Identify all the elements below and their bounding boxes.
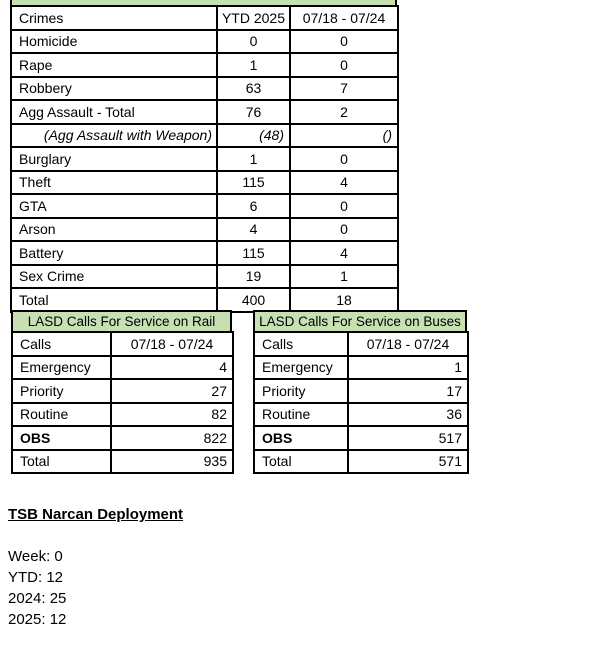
crime-ytd-cell: 115 <box>217 171 290 195</box>
narcan-stats <box>8 546 66 630</box>
crime-label-cell: Homicide <box>11 30 217 54</box>
crime-week-cell: 4 <box>290 171 398 195</box>
crime-label-cell: (Agg Assault with Weapon) <box>11 124 217 148</box>
crime-ytd-cell: 63 <box>217 77 290 101</box>
crime-row <box>11 147 398 171</box>
calls-row <box>12 356 233 380</box>
rail-calls-table <box>11 310 232 474</box>
buses-table-title: LASD Calls For Service on Buses <box>253 310 467 333</box>
rail-week-col-header: 07/18 - 07/24 <box>111 332 233 356</box>
crimes-table <box>10 0 397 313</box>
calls-row <box>12 403 233 427</box>
crime-ytd-cell: 19 <box>217 265 290 289</box>
ytd-col-header: YTD 2025 <box>217 6 290 30</box>
crime-row <box>11 241 398 265</box>
crime-week-cell: 0 <box>290 53 398 77</box>
rail-header-row <box>12 332 233 356</box>
calls-label-cell: OBS <box>254 426 348 450</box>
calls-label-cell: Priority <box>254 379 348 403</box>
crime-label-cell: Battery <box>11 241 217 265</box>
crime-label-cell: Burglary <box>11 147 217 171</box>
calls-value-cell: 571 <box>348 450 468 474</box>
narcan-section-heading: TSB Narcan Deployment <box>8 506 184 523</box>
narcan-week-line: Week: 0 <box>8 548 63 565</box>
calls-value-cell: 822 <box>111 426 233 450</box>
crime-week-cell: 18 <box>290 288 398 312</box>
crime-row <box>11 265 398 289</box>
crime-label-cell: Sex Crime <box>11 265 217 289</box>
crime-row <box>11 30 398 54</box>
crime-label-cell: Robbery <box>11 77 217 101</box>
calls-row <box>254 379 468 403</box>
calls-label-cell: Total <box>12 450 111 474</box>
buses-calls-col-header: Calls <box>254 332 348 356</box>
calls-row <box>254 450 468 474</box>
narcan-ytd-line: YTD: 12 <box>8 569 64 586</box>
narcan-2024-line: 2024: 25 <box>8 590 67 607</box>
calls-row <box>12 379 233 403</box>
crime-row <box>11 53 398 77</box>
crime-week-cell: () <box>290 124 398 148</box>
calls-row <box>254 356 468 380</box>
crimes-header-row <box>11 6 398 30</box>
week-col-header: 07/18 - 07/24 <box>290 6 398 30</box>
crime-label-cell: GTA <box>11 194 217 218</box>
crime-label-cell: Agg Assault - Total <box>11 100 217 124</box>
crime-week-cell: 4 <box>290 241 398 265</box>
calls-label-cell: OBS <box>12 426 111 450</box>
buses-week-col-header: 07/18 - 07/24 <box>348 332 468 356</box>
crime-row <box>11 124 398 148</box>
narcan-2025-line: 2025: 12 <box>8 611 67 628</box>
crime-label-cell: Arson <box>11 218 217 242</box>
crime-ytd-cell: 0 <box>217 30 290 54</box>
crime-ytd-cell: 1 <box>217 53 290 77</box>
crime-label-cell: Theft <box>11 171 217 195</box>
calls-value-cell: 82 <box>111 403 233 427</box>
crime-row <box>11 218 398 242</box>
calls-row <box>254 403 468 427</box>
calls-value-cell: 517 <box>348 426 468 450</box>
crime-row <box>11 194 398 218</box>
crime-row <box>11 171 398 195</box>
crime-row <box>11 288 398 312</box>
calls-value-cell: 1 <box>348 356 468 380</box>
crime-ytd-cell: (48) <box>217 124 290 148</box>
calls-label-cell: Priority <box>12 379 111 403</box>
crime-label-cell: Total <box>11 288 217 312</box>
calls-label-cell: Emergency <box>12 356 111 380</box>
crime-ytd-cell: 4 <box>217 218 290 242</box>
crime-ytd-cell: 76 <box>217 100 290 124</box>
crime-row <box>11 77 398 101</box>
crime-ytd-cell: 1 <box>217 147 290 171</box>
crime-week-cell: 0 <box>290 30 398 54</box>
calls-value-cell: 4 <box>111 356 233 380</box>
calls-label-cell: Emergency <box>254 356 348 380</box>
calls-row <box>12 426 233 450</box>
crime-label-cell: Rape <box>11 53 217 77</box>
calls-value-cell: 17 <box>348 379 468 403</box>
crime-row <box>11 100 398 124</box>
crime-ytd-cell: 6 <box>217 194 290 218</box>
calls-label-cell: Routine <box>254 403 348 427</box>
calls-value-cell: 36 <box>348 403 468 427</box>
crime-week-cell: 0 <box>290 194 398 218</box>
buses-calls-table <box>253 310 467 474</box>
crime-week-cell: 0 <box>290 147 398 171</box>
calls-value-cell: 27 <box>111 379 233 403</box>
crime-ytd-cell: 400 <box>217 288 290 312</box>
crime-ytd-cell: 115 <box>217 241 290 265</box>
buses-header-row <box>254 332 468 356</box>
calls-label-cell: Routine <box>12 403 111 427</box>
calls-row <box>12 450 233 474</box>
crime-week-cell: 2 <box>290 100 398 124</box>
calls-label-cell: Total <box>254 450 348 474</box>
crime-week-cell: 1 <box>290 265 398 289</box>
calls-value-cell: 935 <box>111 450 233 474</box>
calls-row <box>254 426 468 450</box>
crime-week-cell: 7 <box>290 77 398 101</box>
crimes-col-header: Crimes <box>11 6 217 30</box>
rail-table-title: LASD Calls For Service on Rail <box>11 310 232 333</box>
rail-calls-col-header: Calls <box>12 332 111 356</box>
crime-week-cell: 0 <box>290 218 398 242</box>
